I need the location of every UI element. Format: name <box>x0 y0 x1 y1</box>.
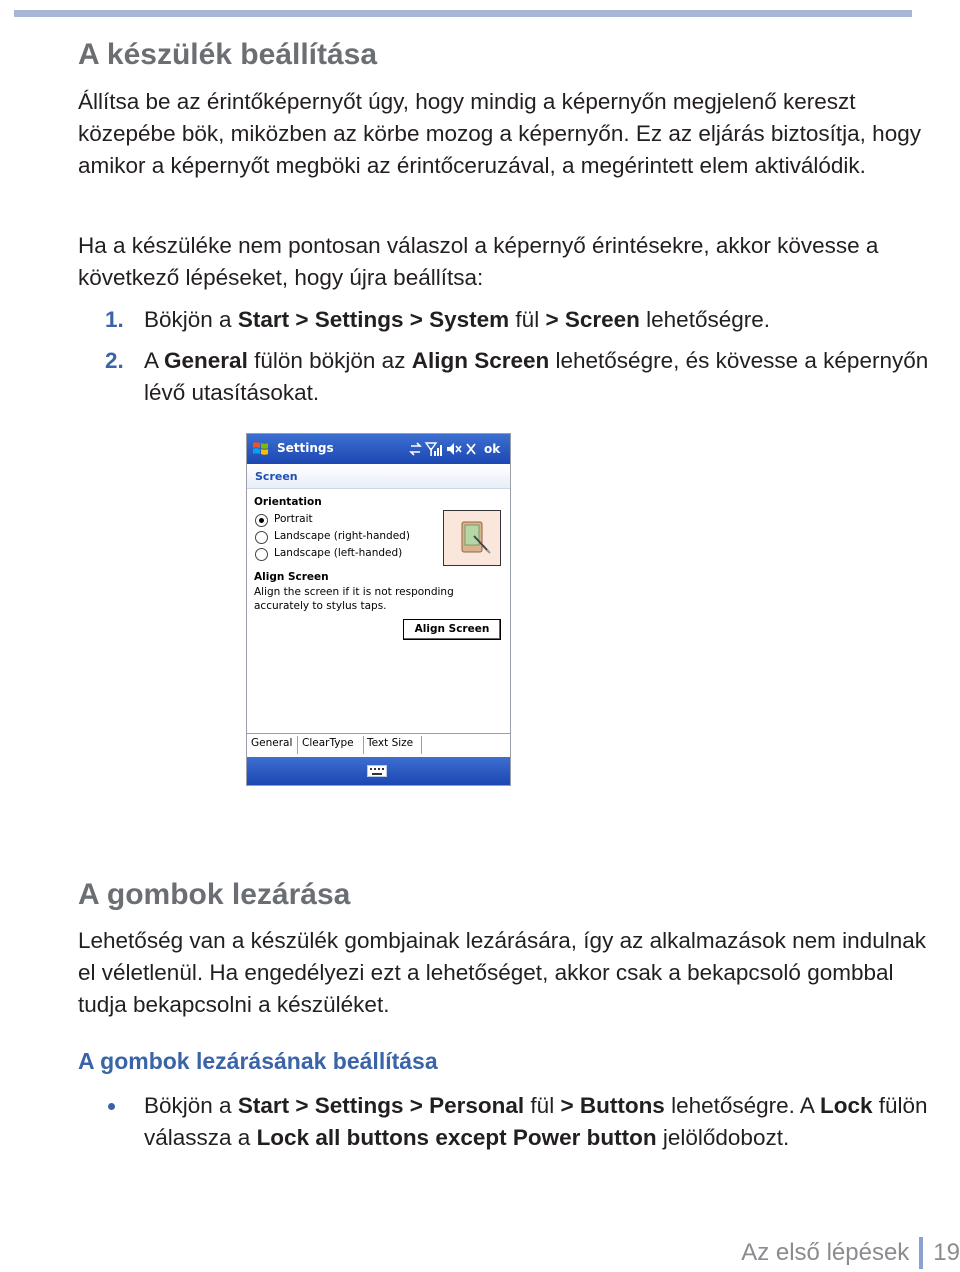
step-number: 1. <box>105 307 124 332</box>
close-icon <box>467 444 475 454</box>
step-bold: Align Screen <box>411 348 550 373</box>
radio-landscape-left[interactable] <box>255 548 268 561</box>
step-text: Bökjön a <box>144 307 238 332</box>
bullet-bold: Lock all buttons except Power button <box>256 1125 657 1150</box>
step-bold: General <box>164 348 248 373</box>
keyboard-icon[interactable] <box>367 765 387 777</box>
align-screen-button[interactable]: Align Screen <box>403 619 501 640</box>
bullet-item <box>78 1090 938 1154</box>
signal-icon <box>426 443 442 456</box>
tab-divider <box>297 736 298 754</box>
step-text: fülön bökjön az <box>247 348 412 373</box>
bullet-bold: > Buttons <box>560 1093 665 1118</box>
windows-start-icon[interactable] <box>252 440 269 457</box>
section-title-device-setup: A készülék beállítása <box>78 38 378 71</box>
align-screen-heading: Align Screen <box>254 571 329 583</box>
status-icons <box>409 439 479 459</box>
radio-label-landscape-left: Landscape (left-handed) <box>274 547 403 559</box>
intro-paragraph: Állítsa be az érintőképernyőt úgy, hogy mindig a képernyőn megjelenő kereszt közepébe bök, miközben az körbe mozog a képernyőn. Ez az eljárás biztosítja, hogy amikor a képernyőt megböki az érintőceruzával, a megérintett elem aktiválódik. <box>78 89 921 178</box>
footer-separator <box>919 1237 923 1269</box>
bullet-text: lehetőségre. A <box>664 1093 820 1118</box>
footer-chapter: Az első lépések <box>741 1239 910 1266</box>
step-1 <box>78 304 938 336</box>
align-screen-desc-line2: accurately to stylus taps. <box>254 600 387 612</box>
instruction-paragraph: Ha a készüléke nem pontosan válaszol a képernyő érintésekre, akkor kövesse a következő lépéseket, hogy újra beállítsa: <box>78 233 879 290</box>
tab-cleartype[interactable]: ClearType <box>302 737 354 749</box>
bullet-text: fül <box>524 1093 561 1118</box>
tab-general[interactable]: General <box>251 737 293 749</box>
device-title: Settings <box>277 441 334 455</box>
step-text: lehetőségre. <box>639 307 770 332</box>
step-bold: > Screen <box>545 307 640 332</box>
radio-landscape-right[interactable] <box>255 531 268 544</box>
radio-label-landscape-right: Landscape (right-handed) <box>274 530 410 542</box>
tab-divider <box>421 736 422 754</box>
button-lock-paragraph: Lehetőség van a készülék gombjainak lezárására, így az alkalmazások nem indulnak el véletlenül. Ha engedélyezi ezt a lehetőséget, akkor csak a bekapcsoló gombbal tudja bekapcsolni a készüléket. <box>78 928 926 1017</box>
device-title-bar <box>247 434 510 464</box>
subsection-title-button-lock-setup: A gombok lezárásának beállítása <box>78 1048 438 1074</box>
step-text: fül <box>509 307 546 332</box>
step-text: lehetőségre, és kövesse a képernyőn lévő utasításokat. <box>144 348 929 405</box>
step-2 <box>78 345 938 409</box>
orientation-preview <box>443 510 501 566</box>
orientation-label: Orientation <box>254 496 322 508</box>
ok-button[interactable]: ok <box>484 442 501 456</box>
tab-text-size[interactable]: Text Size <box>367 737 414 749</box>
device-preview-icon <box>444 511 500 565</box>
page-number: 19 <box>933 1239 960 1266</box>
radio-portrait[interactable] <box>255 514 268 527</box>
step-number: 2. <box>105 348 124 373</box>
section-title-button-lock: A gombok lezárása <box>78 878 351 911</box>
bullet-text: jelölődobozt. <box>656 1125 790 1150</box>
step-text: A <box>144 348 165 373</box>
screen-header <box>247 464 510 489</box>
screen-label: Screen <box>255 470 298 483</box>
bullet-bold: Lock <box>819 1093 873 1118</box>
bullet-dot-icon <box>108 1103 115 1110</box>
steps-list <box>78 304 938 409</box>
top-rule <box>14 10 912 17</box>
step-bold: Start > Settings > System <box>237 307 510 332</box>
bullet-list <box>78 1090 938 1154</box>
radio-label-portrait: Portrait <box>274 513 313 525</box>
device-soft-key-bar <box>247 757 510 785</box>
bullet-bold: Start > Settings > Personal <box>237 1093 525 1118</box>
device-tab-strip <box>247 733 510 756</box>
bullet-text: fülön válassza a <box>144 1093 928 1150</box>
volume-icon <box>447 443 461 455</box>
bullet-text: Bökjön a <box>144 1093 238 1118</box>
settings-screenshot <box>246 433 511 786</box>
connectivity-icon <box>411 443 420 455</box>
align-screen-desc-line1: Align the screen if it is not responding <box>254 586 454 598</box>
page-footer <box>741 1236 960 1270</box>
